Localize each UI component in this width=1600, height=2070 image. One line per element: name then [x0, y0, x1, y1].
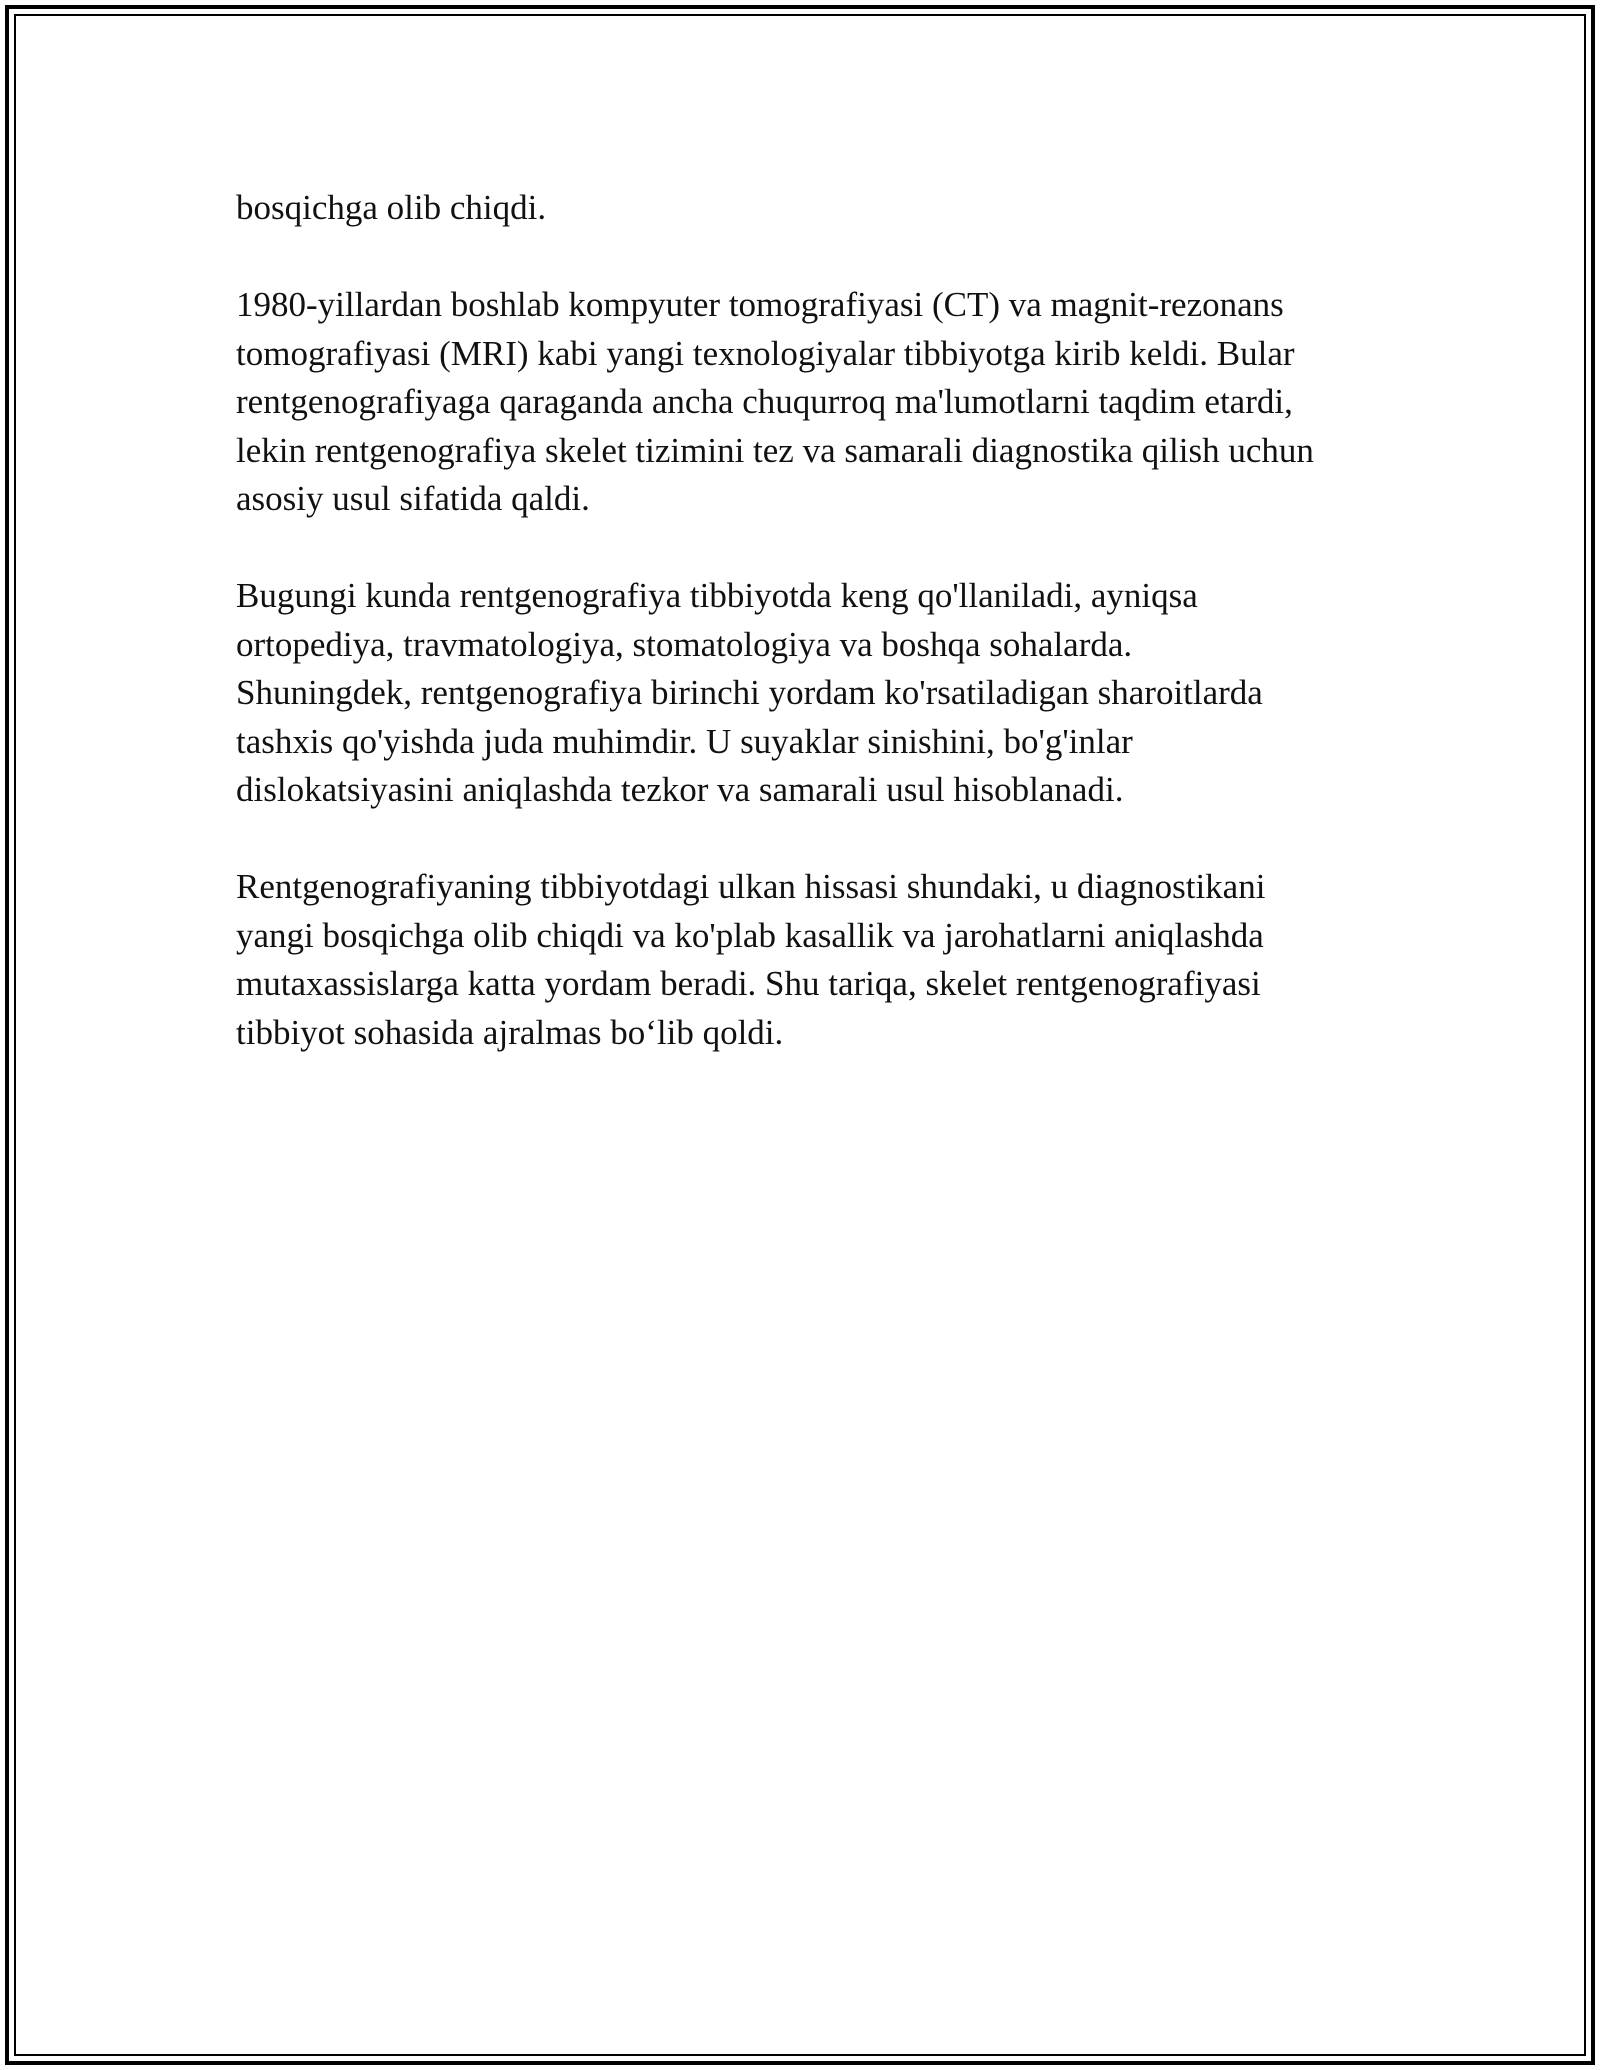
paragraph-1 [236, 184, 1376, 233]
text-line: rentgenografiyaga qaraganda ancha chuqurroq ma'lumotlarni taqdim etardi, [236, 382, 1293, 421]
text-line: lekin rentgenografiya skelet tizimini tez va samarali diagnostika qilish uchun [236, 430, 1314, 470]
text-line: dislokatsiyasini aniqlashda tezkor va samarali usul hisoblanadi. [236, 770, 1124, 809]
text-line: tashxis qo'yishda juda muhimdir. U suyaklar sinishini, bo'g'inlar [236, 721, 1133, 761]
text-line: tibbiyot sohasida ajralmas bo‘lib qoldi. [236, 1012, 784, 1052]
text-line: 1980-yillardan boshlab kompyuter tomografiyasi (CT) va magnit-rezonans [236, 285, 1284, 324]
paragraph-3 [236, 572, 1376, 815]
text-line: mutaxassislarga katta yordam beradi. Shu tariqa, skelet rentgenografiyasi [236, 964, 1261, 1003]
text-line: yangi bosqichga olib chiqdi va ko'plab kasallik va jarohatlarni aniqlashda [236, 915, 1264, 955]
paragraph-4 [236, 863, 1376, 1057]
text-line: tomografiyasi (MRI) kabi yangi texnologiyalar tibbiyotga kirib keldi. Bular [236, 333, 1295, 373]
text-line: Bugungi kunda rentgenografiya tibbiyotda keng qo'llaniladi, ayniqsa [236, 576, 1198, 615]
paragraph-2 [236, 281, 1376, 524]
text-line: Rentgenografiyaning tibbiyotdagi ulkan hissasi shundaki, u diagnostikani [236, 867, 1266, 906]
text-line: ortopediya, travmatologiya, stomatologiya va boshqa sohalarda. [236, 624, 1133, 664]
text-line: bosqichga olib chiqdi. [236, 188, 547, 227]
document-body [236, 184, 1376, 1106]
text-line: asosiy usul sifatida qaldi. [236, 479, 590, 518]
text-line: Shuningdek, rentgenografiya birinchi yordam ko'rsatiladigan sharoitlarda [236, 673, 1263, 712]
